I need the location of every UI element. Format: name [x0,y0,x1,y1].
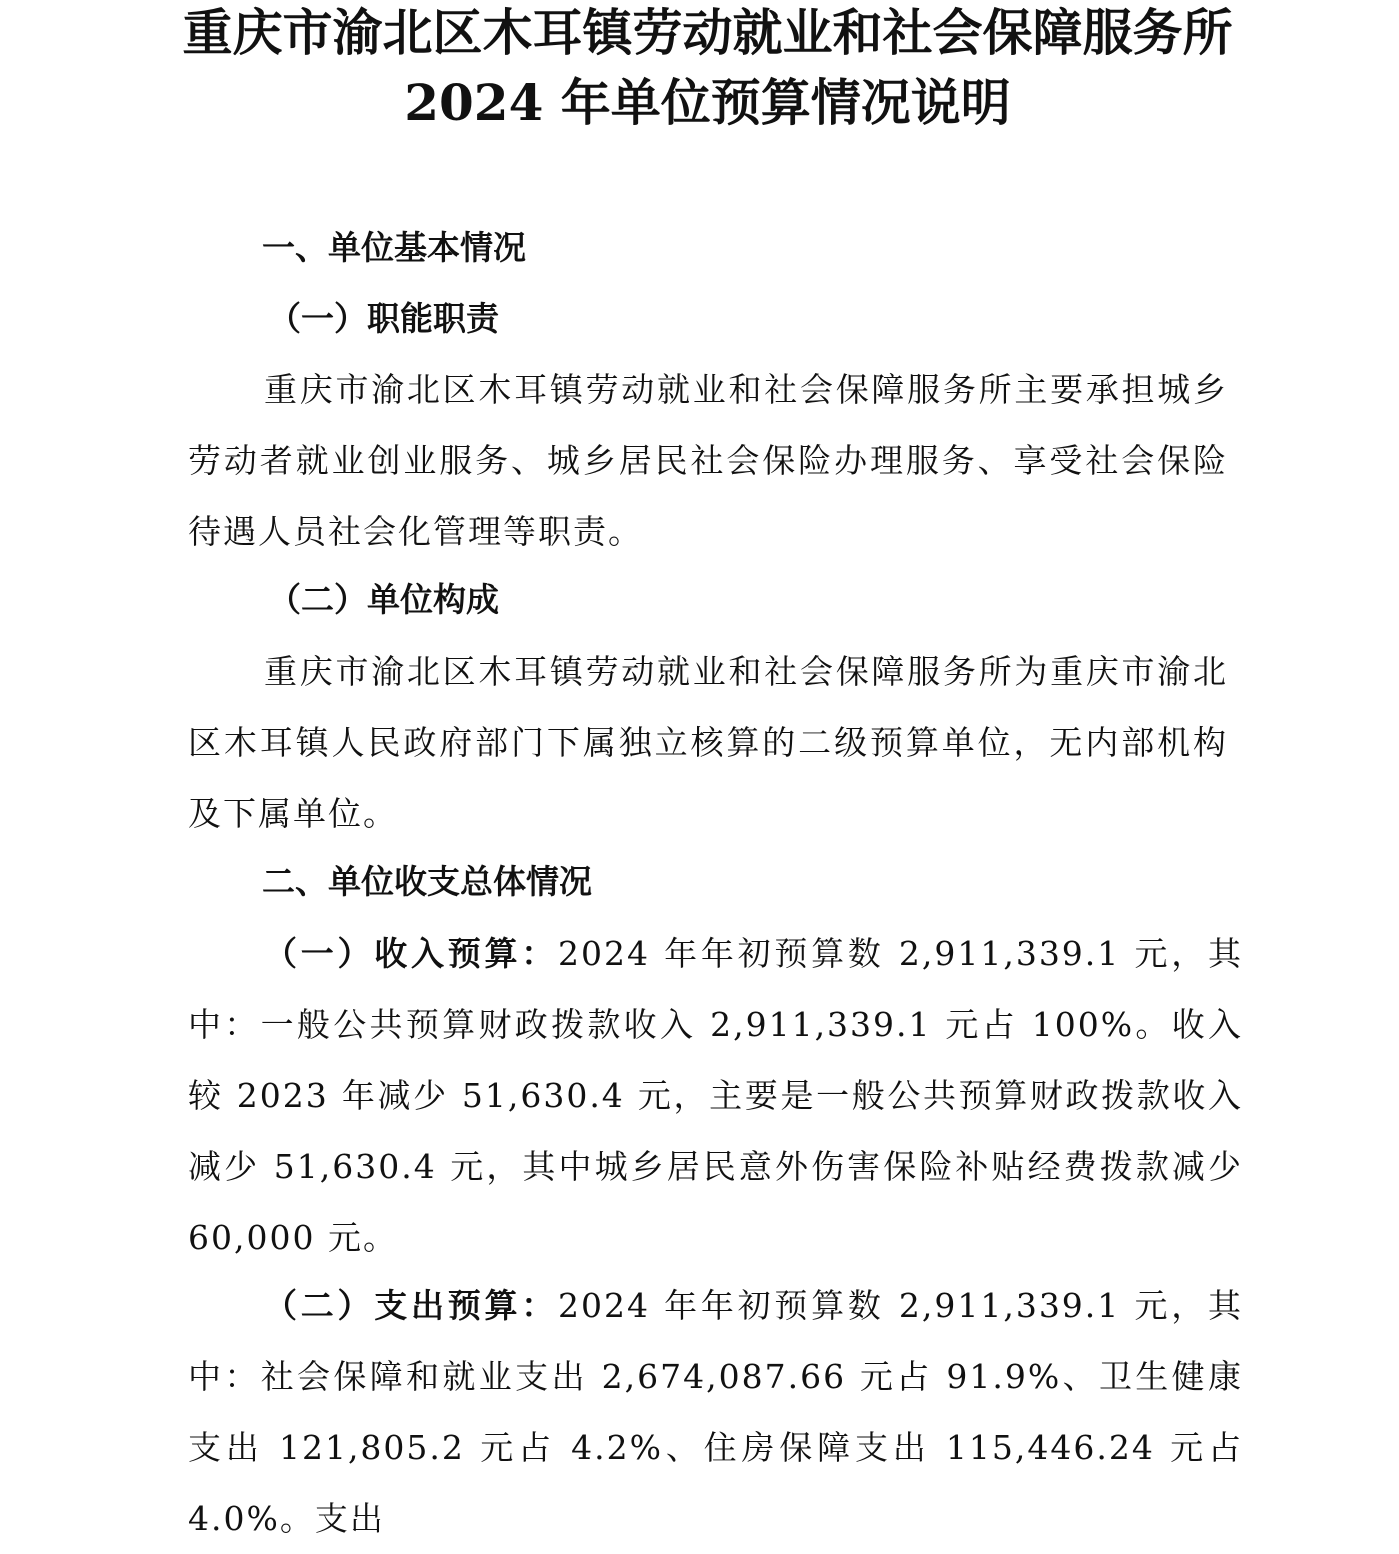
section-2-heading: 二、单位收支总体情况 [262,862,592,901]
expense-budget-paragraph [188,1270,1243,1554]
income-budget-paragraph [188,918,1243,1273]
document-title-line-2: 2024 年单位预算情况说明 [404,73,1011,132]
section-1-sub-1-heading: （一）职能职责 [268,299,499,338]
section-1-heading: 一、单位基本情况 [262,228,526,267]
section-1-sub-2-paragraph: 重庆市渝北区木耳镇劳动就业和社会保障服务所为重庆市渝北区木耳镇人民政府部门下属独立核算的二级预算单位，无内部机构及下属单位。 [188,652,1228,833]
section-1-sub-1-paragraph: 重庆市渝北区木耳镇劳动就业和社会保障服务所主要承担城乡劳动者就业创业服务、城乡居民社会保险办理服务、享受社会保险待遇人员社会化管理等职责。 [188,370,1228,551]
expense-budget-text: 2024 年年初预算数 2,911,339.1 元，其中：社会保障和就业支出 2,674,087.66 元占 91.9%、卫生健康支出 121,805.2 元占 4.2%、住房保障支出 115,446.24 元占 4.0%。支出 [188,1286,1244,1538]
income-budget-lead: （一）收入预算： [264,934,558,973]
section-1-sub-2-heading: （二）单位构成 [268,580,499,619]
expense-budget-lead: （二）支出预算： [264,1286,558,1325]
document-title-line-1: 重庆市渝北区木耳镇劳动就业和社会保障服务所 [182,3,1233,62]
income-budget-text: 2024 年年初预算数 2,911,339.1 元，其中：一般公共预算财政拨款收入 2,911,339.1 元占 100%。收入较 2023 年减少 51,630.4 元，主要是一般公共预算财政拨款收入减少 51,630.4 元，其中城乡居民意外伤害保险补贴经费拨款减少 60,000 元。 [188,934,1244,1257]
